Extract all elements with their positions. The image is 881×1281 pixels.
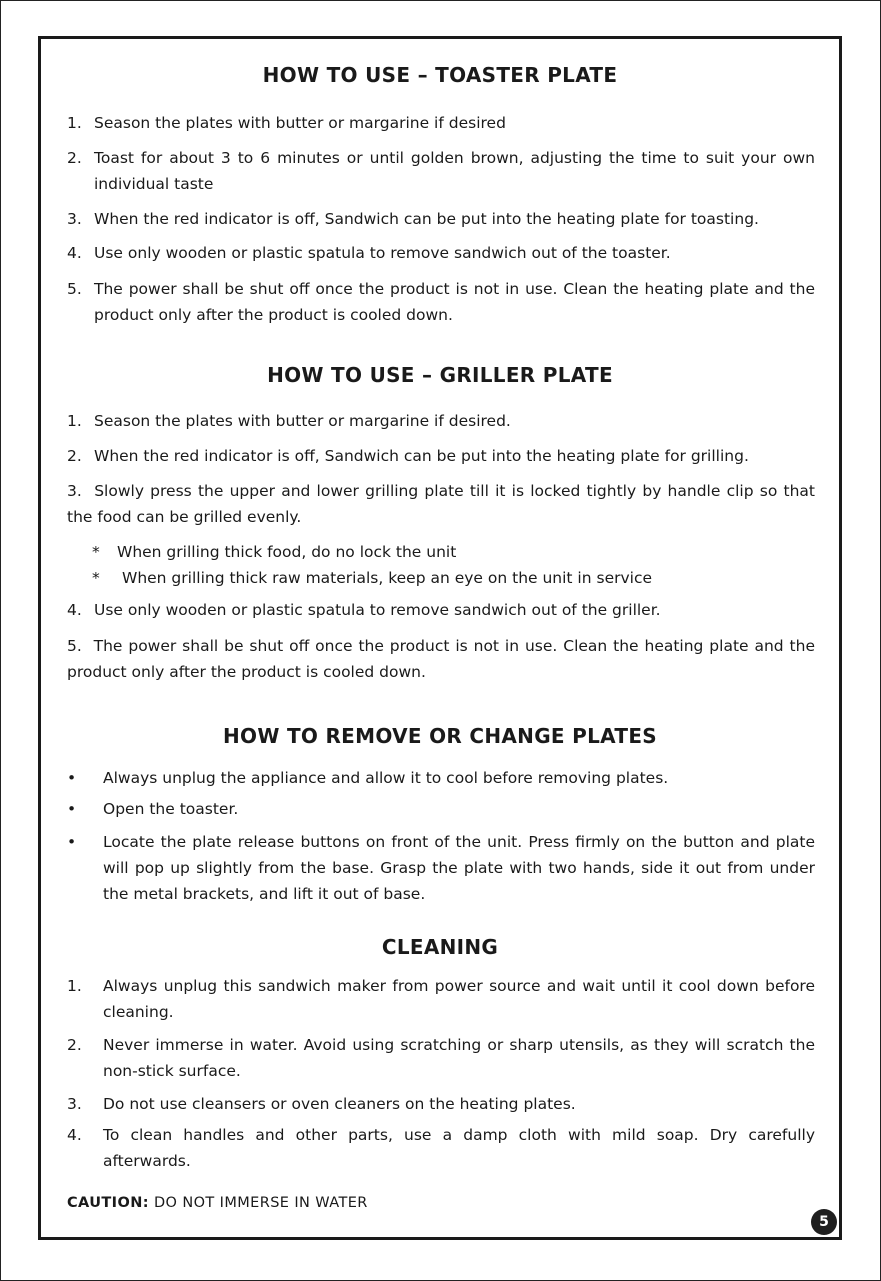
list-marker: 2. bbox=[67, 1036, 82, 1054]
caution-notice bbox=[67, 1195, 368, 1211]
step-text: When the red indicator is off, Sandwich can be put into the heating plate for grilling. bbox=[94, 447, 749, 465]
bullet-text: Always unplug the appliance and allow it to cool before removing plates. bbox=[103, 769, 669, 787]
remove-bullet-3 bbox=[67, 829, 815, 907]
step-text: To clean handles and other parts, use a damp cloth with mild soap. Dry carefully afterwards. bbox=[103, 1126, 815, 1170]
caution-label: CAUTION: bbox=[67, 1195, 149, 1211]
content-frame bbox=[38, 36, 842, 1240]
list-marker: 3. bbox=[67, 482, 82, 500]
toaster-step-3 bbox=[67, 206, 815, 232]
note-text: When grilling thick food, do no lock the unit bbox=[117, 543, 457, 561]
heading-remove-change-plates: HOW TO REMOVE OR CHANGE PLATES bbox=[223, 724, 657, 748]
griller-step-4 bbox=[67, 597, 815, 623]
list-marker: 2. bbox=[67, 149, 82, 167]
step-text: When the red indicator is off, Sandwich can be put into the heating plate for toasting. bbox=[94, 210, 759, 228]
bullet-text: Locate the plate release buttons on front of the unit. Press firmly on the button and plate will pop up slightly from the base. Grasp the plate with two hands, side it out from under the metal brackets, and lift it out of base. bbox=[103, 833, 815, 903]
cleaning-step-4 bbox=[67, 1122, 815, 1174]
griller-step-1 bbox=[67, 408, 815, 434]
list-marker: 5. bbox=[67, 637, 82, 655]
heading-griller-plate: HOW TO USE – GRILLER PLATE bbox=[267, 363, 613, 387]
bullet-marker: • bbox=[67, 769, 77, 787]
list-marker: 4. bbox=[67, 244, 82, 262]
list-marker: 3. bbox=[67, 210, 82, 228]
griller-step-5 bbox=[67, 633, 815, 685]
page-number-badge: 5 bbox=[811, 1209, 837, 1235]
cleaning-step-3 bbox=[67, 1091, 815, 1117]
step-text: Use only wooden or plastic spatula to remove sandwich out of the toaster. bbox=[94, 244, 671, 262]
toaster-step-2 bbox=[67, 145, 815, 197]
asterisk-marker: * bbox=[92, 569, 100, 587]
asterisk-marker: * bbox=[92, 543, 100, 561]
bullet-text: Open the toaster. bbox=[103, 800, 239, 818]
heading-toaster-plate: HOW TO USE – TOASTER PLATE bbox=[262, 63, 618, 87]
note-text: When grilling thick raw materials, keep an eye on the unit in service bbox=[122, 569, 653, 587]
heading-cleaning: CLEANING bbox=[381, 935, 499, 959]
step-text: Slowly press the upper and lower grilling plate till it is locked tightly by handle clip so that the food can be grilled evenly. bbox=[67, 482, 815, 526]
cleaning-step-1 bbox=[67, 973, 815, 1025]
list-marker: 1. bbox=[67, 977, 82, 995]
list-marker: 4. bbox=[67, 1126, 82, 1144]
toaster-step-1 bbox=[67, 110, 815, 136]
cleaning-step-2 bbox=[67, 1032, 815, 1084]
step-text: The power shall be shut off once the product is not in use. Clean the heating plate and the product only after the product is cooled down. bbox=[94, 280, 815, 324]
list-marker: 4. bbox=[67, 601, 82, 619]
step-text: Do not use cleansers or oven cleaners on the heating plates. bbox=[103, 1095, 576, 1113]
step-text: The power shall be shut off once the product is not in use. Clean the heating plate and the product only after the product is cooled down. bbox=[67, 637, 815, 681]
step-text: Season the plates with butter or margarine if desired. bbox=[94, 412, 511, 430]
list-marker: 1. bbox=[67, 114, 82, 132]
step-text: Use only wooden or plastic spatula to remove sandwich out of the griller. bbox=[94, 601, 661, 619]
griller-step-2 bbox=[67, 443, 815, 469]
list-marker: 3. bbox=[67, 1095, 82, 1113]
toaster-step-5 bbox=[67, 276, 815, 328]
step-text: Season the plates with butter or margarine if desired bbox=[94, 114, 506, 132]
list-marker: 1. bbox=[67, 412, 82, 430]
step-text: Never immerse in water. Avoid using scratching or sharp utensils, as they will scratch the non-stick surface. bbox=[103, 1036, 815, 1080]
bullet-marker: • bbox=[67, 800, 77, 818]
list-marker: 5. bbox=[67, 280, 82, 298]
caution-text: DO NOT IMMERSE IN WATER bbox=[148, 1195, 368, 1211]
griller-note-1 bbox=[92, 539, 792, 565]
step-text: Toast for about 3 to 6 minutes or until golden brown, adjusting the time to suit your own individual taste bbox=[94, 149, 815, 193]
griller-step-3 bbox=[67, 478, 815, 530]
list-marker: 2. bbox=[67, 447, 82, 465]
toaster-step-4 bbox=[67, 240, 815, 266]
remove-bullet-1 bbox=[67, 765, 815, 791]
remove-bullet-2 bbox=[67, 796, 815, 822]
bullet-marker: • bbox=[67, 833, 77, 851]
griller-note-2 bbox=[92, 565, 792, 591]
step-text: Always unplug this sandwich maker from power source and wait until it cool down before cleaning. bbox=[103, 977, 815, 1021]
